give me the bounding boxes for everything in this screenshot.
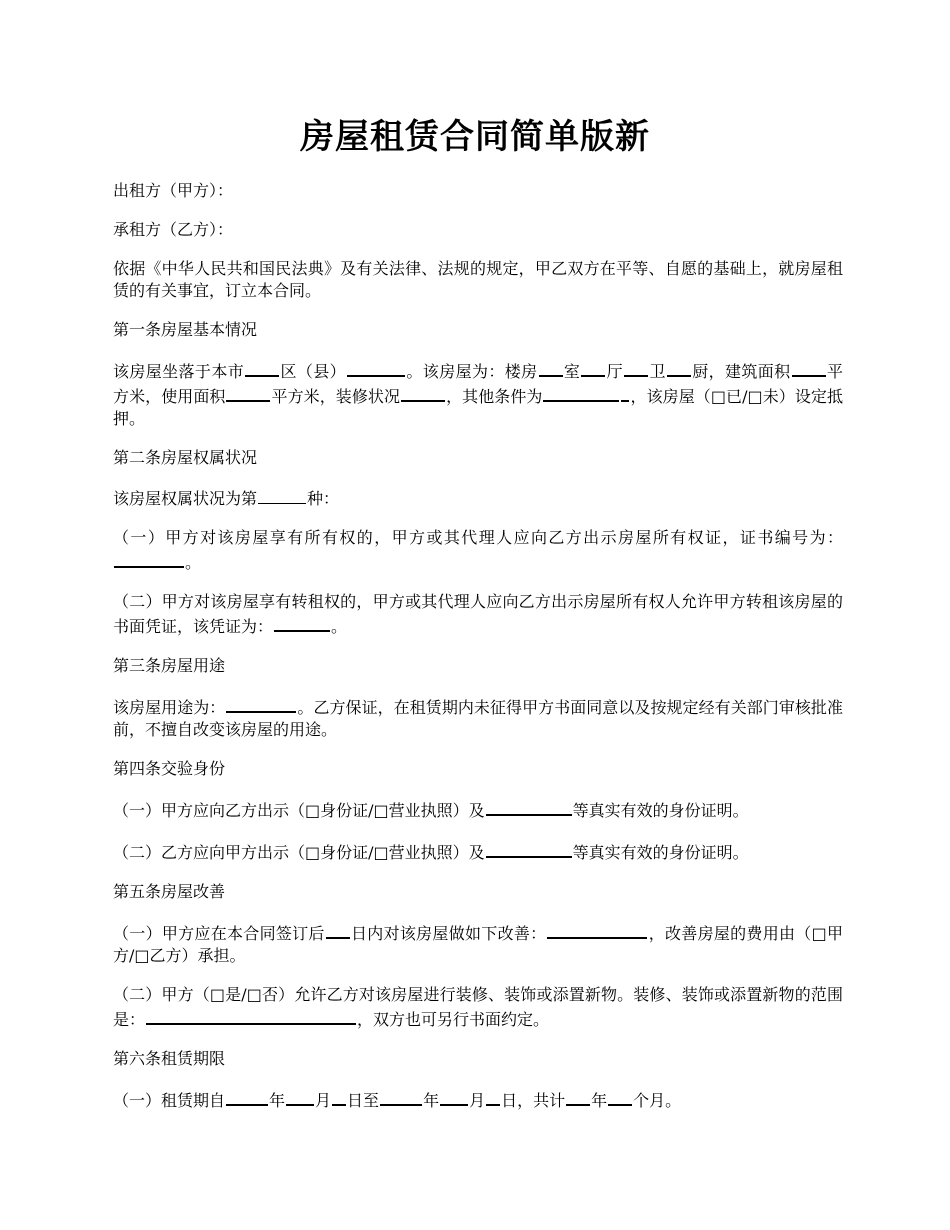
blank-baths[interactable]	[624, 358, 648, 377]
blank-kitchens[interactable]	[667, 358, 691, 377]
article-5-item-1: （一）甲方应在本合同签订后 日内对该房屋做如下改善： ，改善房屋的费用由（□甲方/□乙方）承担。	[113, 920, 843, 967]
blank-total-years[interactable]	[566, 1087, 590, 1106]
preamble: 依据《中华人民共和国民法典》及有关法律、法规的规定，甲乙双方在平等、自愿的基础上，就房屋租赁的有关事宜，订立本合同。	[113, 259, 843, 300]
blank-usage[interactable]	[226, 694, 296, 713]
article-2-heading: 第二条房屋权属状况	[113, 448, 258, 467]
article-1-heading: 第一条房屋基本情况	[113, 320, 258, 339]
contract-body	[113, 180, 843, 1129]
blank-building-area[interactable]	[792, 358, 826, 377]
article-3-paragraph: 该房屋用途为： 。乙方保证，在租赁期内未征得甲方书面同意以及按规定经有关部门审核批准前，不擅自改变该房屋的用途。	[113, 694, 843, 741]
document-title: 房屋租赁合同简单版新	[300, 117, 650, 157]
article-2-item-1: （一）甲方对该房屋享有所有权的，甲方或其代理人应向乙方出示房屋所有权证，证书编号为：。	[113, 528, 843, 572]
article-5-item-2: （二）甲方（□是/□否）允许乙方对该房屋进行装修、装饰或添置新物。装修、装饰或添置新物的范围是： ，双方也可另行书面约定。	[113, 985, 843, 1029]
article-4-item-1: （一）甲方应向乙方出示（□身份证/□营业执照）及 等真实有效的身份证明。	[113, 797, 843, 822]
blank-other-conditions-cont[interactable]	[621, 383, 629, 402]
blank-total-months[interactable]	[608, 1087, 632, 1106]
blank-improvements[interactable]	[547, 920, 647, 939]
lessor-line: 出租方（甲方）：	[113, 181, 234, 200]
article-1-paragraph: 该房屋坐落于本市 区（县） 。该房屋为：楼房 室 厅 卫 厨，建筑面积 平方米，使用面积 平方米，装修状况 ，其他条件为 ，该房屋（□已/□未）设定抵押。	[113, 358, 843, 430]
lessee-line: 承租方（乙方）：	[113, 220, 234, 239]
blank-county[interactable]	[347, 358, 405, 377]
blank-sublease-proof[interactable]	[274, 613, 330, 632]
blank-lessee-id[interactable]	[486, 839, 572, 858]
blank-lessor-id[interactable]	[486, 797, 572, 816]
article-5-heading: 第五条房屋改善	[113, 882, 226, 901]
blank-usable-area[interactable]	[226, 383, 270, 402]
article-4-item-2: （二）乙方应向甲方出示（□身份证/□营业执照）及 等真实有效的身份证明。	[113, 839, 843, 864]
article-6-heading: 第六条租赁期限	[113, 1049, 226, 1068]
blank-certificate-number[interactable]	[114, 549, 184, 568]
blank-start-year[interactable]	[226, 1087, 268, 1106]
blank-start-month[interactable]	[286, 1087, 314, 1106]
blank-halls[interactable]	[581, 358, 605, 377]
blank-end-year[interactable]	[380, 1087, 422, 1106]
blank-start-day[interactable]	[332, 1087, 346, 1106]
article-2-item-2: （二）甲方对该房屋享有转租权的，甲方或其代理人应向乙方出示房屋所有权人允许甲方转租该房屋的书面凭证，该凭证为： 。	[113, 592, 843, 636]
article-3-heading: 第三条房屋用途	[113, 656, 226, 675]
blank-end-day[interactable]	[486, 1087, 500, 1106]
blank-decoration[interactable]	[401, 383, 445, 402]
blank-rooms[interactable]	[539, 358, 563, 377]
blank-city[interactable]	[245, 358, 279, 377]
blank-improvement-days[interactable]	[326, 920, 350, 939]
article-6-item-1: （一）租赁期自 年 月 日至 年 月 日，共计 年 个月。	[113, 1087, 843, 1112]
article-2-intro: 该房屋权属状况为第 种：	[113, 486, 843, 510]
blank-ownership-type[interactable]	[258, 486, 306, 504]
article-4-heading: 第四条交验身份	[113, 759, 226, 778]
blank-renovation-scope[interactable]	[146, 1006, 356, 1025]
blank-end-month[interactable]	[440, 1087, 468, 1106]
blank-other-conditions[interactable]	[543, 383, 619, 402]
